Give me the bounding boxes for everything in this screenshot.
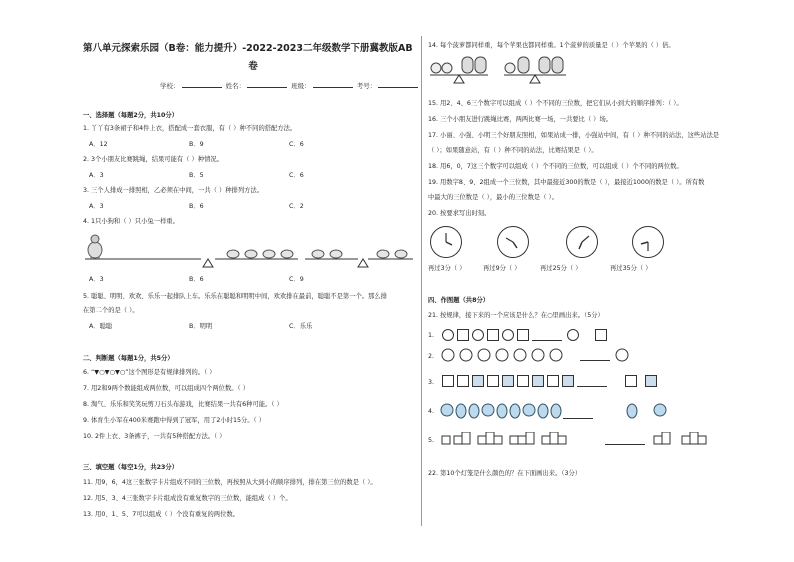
pattern-square: [487, 375, 499, 387]
question-18: 18. 用6，0，7这三个数字可以组成（ ）个不同的三位数，可以组成（ ）个不同的两位数。: [428, 163, 683, 170]
q5-option-a[interactable]: A．聪聪: [89, 323, 113, 330]
q4-option-c[interactable]: C．9: [289, 276, 304, 283]
pattern-square: [457, 375, 469, 387]
info-id-blank[interactable]: [378, 87, 418, 88]
pattern-square: [517, 329, 529, 341]
student-info-line: [160, 81, 420, 90]
q3-options: [89, 202, 389, 211]
pattern-answer-blank-4[interactable]: [563, 418, 593, 419]
clock-icon-2: [497, 226, 529, 258]
pattern-square: [457, 329, 469, 341]
q3-option-b[interactable]: B．6: [189, 203, 204, 210]
question-13: 13. 用0、1、5、7可以组成（ ）个没有重复的两位数。: [83, 511, 239, 518]
column-divider: [421, 36, 422, 526]
fruit-balance-illustration: [428, 55, 568, 89]
question-2: 2. 3个小朋友比赛跳绳，结果可能有（ ）种情况。: [83, 156, 223, 163]
q2-option-b[interactable]: B．5: [189, 172, 204, 179]
pattern-square: [442, 375, 454, 387]
question-8: 8. 淘气、乐乐和笑笑玩剪刀石头布游戏，比赛结果一共有6种可能。（ ）: [83, 401, 283, 408]
clock-label-3[interactable]: 再过25分（ ）: [540, 265, 582, 272]
dog-icon: [88, 235, 102, 259]
pattern-row-label-1: 1.: [428, 332, 435, 339]
question-15: 15. 用2、4、6三个数字可以组成（ ）个不同的三位数，把它们从小到大的顺序排列：（ ）。: [428, 100, 683, 107]
question-21: 21. 按规律，接下来的一个应该是什么？在○里画出来。（5分）: [428, 312, 604, 319]
pattern-answer-blank-3[interactable]: [577, 386, 607, 387]
balance-beam-left: [85, 259, 298, 267]
q1-options: [89, 140, 389, 149]
pattern-diamond-square: [502, 375, 514, 387]
pattern-row-label-2: 2.: [428, 353, 435, 360]
pattern-answer-blank-2[interactable]: [580, 360, 610, 361]
title-line-1: 第八单元探索乐园（B卷：能力提升）-2022-2023二年级数学下册冀教版AB: [83, 43, 413, 54]
pattern-row-label-5: 5.: [428, 437, 435, 444]
pattern-diamond-square: [562, 375, 574, 387]
question-22: 22. 第10个灯笼是什么颜色的？在下面画出来。（3分）: [428, 470, 582, 477]
question-5-line-2: 在第二个的是（ ）。: [83, 307, 139, 314]
rabbit-group-icon: [227, 250, 293, 258]
q4-option-a[interactable]: A．3: [89, 276, 104, 283]
fruit-pattern-row: [440, 401, 680, 419]
pattern-square: [517, 375, 529, 387]
pattern-circle: [442, 329, 454, 341]
question-17-line-2: （ ）；如果随意站，有（ ）种不同的站法，比赛结果是（ ）。: [428, 147, 598, 154]
info-school-blank[interactable]: [182, 87, 222, 88]
pattern-diamond-square: [472, 375, 484, 387]
question-19-line-2: 中最大的三位数是（ ），最小的三位数是（ ）。: [428, 194, 558, 201]
pattern-row-label-4: 4.: [428, 408, 435, 415]
balance-illustration: [83, 232, 413, 272]
question-5-line-1: 5. 聪聪、明明、欢欢、乐乐一起排队上车。乐乐在聪聪和明明中间，欢欢排在最前，聪聪不是第一个。那么排: [83, 293, 387, 300]
q2-option-c[interactable]: C．6: [289, 172, 304, 179]
pattern-answer-blank-1[interactable]: [532, 340, 562, 341]
q3-option-a[interactable]: A．3: [89, 203, 104, 210]
question-14: 14. 每个菠萝都同样重，每个苹果也都同样重。1个菠萝的质量是（ ）个苹果的（ ）倍。: [428, 42, 675, 49]
q2-option-a[interactable]: A．3: [89, 172, 104, 179]
clock-icon-1: [430, 226, 462, 258]
question-20: 20. 按要求写出时刻。: [428, 210, 491, 217]
section-draw-heading: 四、作图题（共8分）: [428, 297, 490, 304]
smiley-row: [440, 347, 640, 363]
clock-icon-3: [566, 226, 598, 258]
q1-option-a[interactable]: A．12: [89, 141, 108, 148]
question-11: 11. 用9，6，4这三张数字卡片组成不同的三位数，再按照从大到小的顺序排列，排在第三位的数是（ ）。: [83, 479, 377, 486]
pattern-circle: [502, 329, 514, 341]
clock-label-4[interactable]: 再过35分（ ）: [610, 265, 652, 272]
balance-beam-right: [305, 250, 413, 267]
q5-options: [89, 322, 389, 331]
q1-option-c[interactable]: C．6: [289, 141, 304, 148]
pattern-square: [487, 329, 499, 341]
answer-circle[interactable]: [567, 329, 579, 341]
info-name-blank[interactable]: [247, 87, 287, 88]
block-pattern-row: [440, 432, 710, 446]
pattern-diamond-square: [532, 375, 544, 387]
q4-option-b[interactable]: B．6: [189, 276, 204, 283]
question-1: 1. 丫丫有3条裙子和4件上衣，搭配成一套衣服，有（ ）种不同的搭配方法。: [83, 125, 297, 132]
q5-option-c[interactable]: C．乐乐: [289, 323, 313, 330]
question-10: 10. 2件上衣、3条裤子，一共有5种搭配方法。（ ）: [83, 433, 226, 440]
exam-title: [83, 40, 423, 76]
question-3: 3. 三个人排成一排照相，乙必须在中间，一共（ ）种排列方法。: [83, 187, 264, 194]
section-judge-heading: 二、判断题（每题1分，共5分）: [83, 355, 174, 362]
question-9: 9. 体育生小军在400米赛跑中得到了冠军，用了2小时15分。（ ）: [83, 417, 266, 424]
info-id-label: 考号：: [356, 82, 377, 90]
info-class-blank[interactable]: [313, 87, 353, 88]
question-17-line-1: 17. 小丽、小强、小明三个好朋友照相，如果站成一排，小强站中间，有（ ）种不同的站法，这些站法是: [428, 132, 720, 139]
pineapple-scale-right: [504, 57, 566, 83]
pattern-answer-blank-5[interactable]: [605, 444, 645, 445]
clock-label-2[interactable]: 再过9分（ ）: [483, 265, 521, 272]
q5-option-b[interactable]: B．明明: [189, 323, 213, 330]
section-choice-heading: 一、选择题（每题2分，共10分）: [83, 112, 179, 119]
clock-label-1[interactable]: 再过3分（ ）: [428, 265, 466, 272]
info-name-label: 姓名：: [225, 82, 246, 90]
clock-icon-4: [632, 226, 664, 258]
section-fill-heading: 三、填空题（每空1分，共23分）: [83, 464, 179, 471]
pattern-row-label-3: 3.: [428, 379, 435, 386]
q4-options: [89, 275, 389, 284]
title-line-2: 卷: [248, 61, 258, 72]
q1-option-b[interactable]: B．9: [189, 141, 204, 148]
info-school-label: 学校：: [160, 82, 180, 90]
pineapple-scale-left: [430, 57, 488, 83]
pattern-square: [625, 375, 637, 387]
pattern-square: [595, 329, 607, 341]
question-7: 7. 用2和9两个数能组成两位数，可以组成四个两位数。（ ）: [83, 385, 249, 392]
question-4: 4. 1只小狗和（ ）只小兔一样重。: [83, 218, 179, 225]
pattern-diamond-square: [645, 375, 657, 387]
q3-option-c[interactable]: C．2: [289, 203, 304, 210]
question-6: 6. “▼○▼○▼○”这个图形是有规律排列的。（ ）: [83, 369, 216, 376]
question-19-line-1: 19. 用数字8、9、2组成一个三位数，其中最接近300的数是（ ），最接近1000的数是（ ）。所有数: [428, 179, 705, 186]
pattern-circle: [472, 329, 484, 341]
question-12: 12. 用5、3、4三张数字卡片组成没有重复数字的三位数，能组成（ ）个。: [83, 495, 292, 502]
question-16: 16. 三个小朋友进行跳绳比赛，两两比赛一场，一共要比（ ）场。: [428, 116, 613, 123]
q2-options: [89, 171, 389, 180]
pattern-square: [547, 375, 559, 387]
info-class-label: 班级：: [291, 82, 311, 90]
